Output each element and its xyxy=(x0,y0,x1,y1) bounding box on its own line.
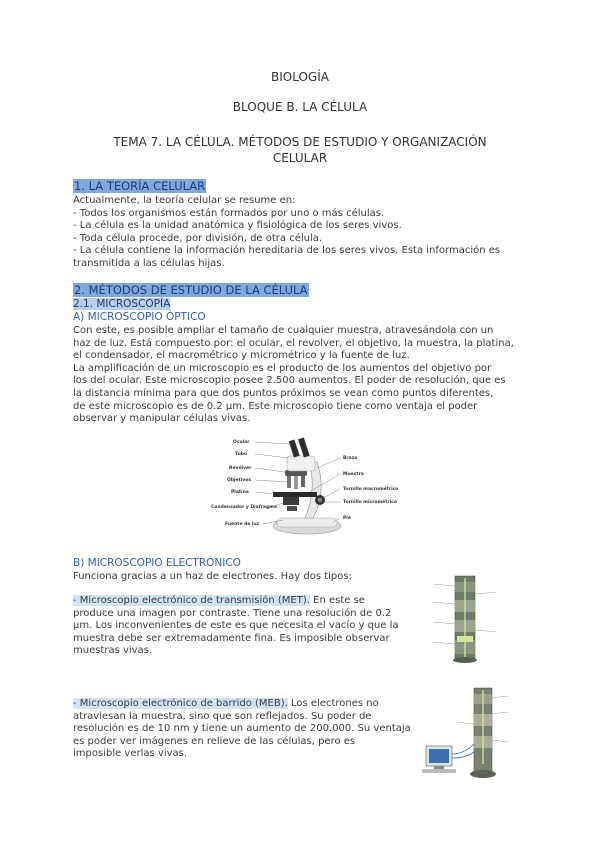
label-muestra: Muestra xyxy=(343,472,364,477)
meb-line xyxy=(73,698,379,711)
meb-line: imposible verlas vivas. xyxy=(73,748,188,760)
meb-highlight: - Microscopio electrónico de barrido (MEB). xyxy=(73,698,288,709)
met-line: produce una imagen por contraste. Tiene una resolución de 0.2 xyxy=(73,607,392,619)
optical-line: la distancia mínima para que dos puntos próximos se vean como puntos diferentes, xyxy=(73,388,494,399)
label-platina: Platina xyxy=(231,490,249,495)
label-pie: Pie xyxy=(343,516,351,521)
optical-line: Con este, es posible ampliar el tamaño de cualquier muestra, atravesándola con un xyxy=(73,325,494,336)
microscopy-heading: 2.1. MICROSCOPÍA xyxy=(73,298,171,310)
label-brazo: Brazo xyxy=(343,456,358,461)
topic-title-line2: CELULAR xyxy=(272,151,328,165)
section2-heading: 2. MÉTODOS DE ESTUDIO DE LA CÉLULA xyxy=(74,283,308,297)
met-line-rest: En este se xyxy=(309,595,365,606)
block-title: BLOQUE B. LA CÉLULA xyxy=(232,100,368,114)
label-tubo: Tubo xyxy=(235,452,248,457)
label-fuente-luz: Fuente de luz xyxy=(225,522,260,527)
section1-line: - Todos los organismos están formados por uno o más células. xyxy=(73,207,385,219)
meb-line: es poder ver imágenes en relieve de las células, pero es xyxy=(73,735,356,747)
optical-line: haz de luz. Está compuesto por: el ocular, el revolver, el objetivo, la muestra, la platina, xyxy=(73,337,514,349)
electron-title: B) MICROSCOPIO ELECTRÓNICO xyxy=(73,557,241,569)
section1-line: Actualmente, la teoría celular se resume en: xyxy=(73,195,296,206)
sem-microscope-diagram xyxy=(418,684,518,784)
topic-title-line1: TEMA 7. LA CÉLULA. MÉTODOS DE ESTUDIO Y ORGANIZACIÓN xyxy=(113,135,487,149)
optical-line: La amplificación de un microscopio es el producto de los aumentos del objetivo por xyxy=(73,362,492,374)
section1-line: - La célula es la unidad anatómica y fisiológica de los seres vivos. xyxy=(73,220,402,232)
electron-intro: Funciona gracias a un haz de electrones. Hay dos tipos: xyxy=(73,571,352,582)
section1-heading-row xyxy=(73,180,206,195)
met-line: muestra debe ser extremadamente fina. Es imposible observar xyxy=(73,632,390,644)
label-micrometrico: Tornillo micrométrico xyxy=(343,500,397,505)
met-line: muestras vivas. xyxy=(73,645,153,657)
meb-line-rest: Los electrones no xyxy=(287,698,379,709)
optical-line: de este microscopio es de 0.2 µm. Este microscopio tiene como ventaja el poder xyxy=(73,400,478,412)
section2-heading-row xyxy=(73,284,309,299)
label-ocular: Ocular xyxy=(233,440,250,445)
topic-title xyxy=(0,134,600,166)
met-highlight: - Microscopio electrónico de transmisión (MET). xyxy=(73,595,310,606)
meb-line: resolución es de 10 nm y tiene un aumento de 200.000. Su ventaja xyxy=(73,723,411,735)
label-macrometrico: Tornillo macrométrico xyxy=(343,487,399,492)
met-line: µm. Los inconvenientes de este es que necesita el vacío y que la xyxy=(73,620,399,632)
subject-title: BIOLOGÍA xyxy=(271,70,329,84)
label-revolver: Revólver xyxy=(229,466,252,471)
section1-line: transmitida a las células hijas. xyxy=(73,258,225,269)
optical-microscope-diagram xyxy=(211,432,425,540)
section1-line: - La célula contiene la información hereditaria de los seres vivos. Esta información es xyxy=(73,245,501,257)
label-condensador: Condensador y Diafragma xyxy=(211,505,277,510)
optical-line: observar y manipular células vivas. xyxy=(73,413,251,425)
optical-title: A) MICROSCOPIO ÓPTICO xyxy=(73,311,206,323)
microscopy-heading-row xyxy=(73,298,170,312)
tem-microscope-diagram xyxy=(425,574,507,664)
met-line xyxy=(73,595,365,608)
section1-heading: 1. LA TEORÍA CELULAR xyxy=(74,179,206,193)
meb-line: atraviesan la muestra, sino que son reflejados. Su poder de xyxy=(73,710,372,722)
optical-line: el condensador, el macrométrico y micrométrico y la fuente de luz. xyxy=(73,350,410,362)
section1-line: - Toda célula procede, por división, de otra célula. xyxy=(73,232,323,244)
optical-line: los del ocular. Este microscopio posee 2.500 aumentos. El poder de resolución, que es xyxy=(73,375,506,387)
label-objetivos: Objetivos xyxy=(227,478,252,483)
